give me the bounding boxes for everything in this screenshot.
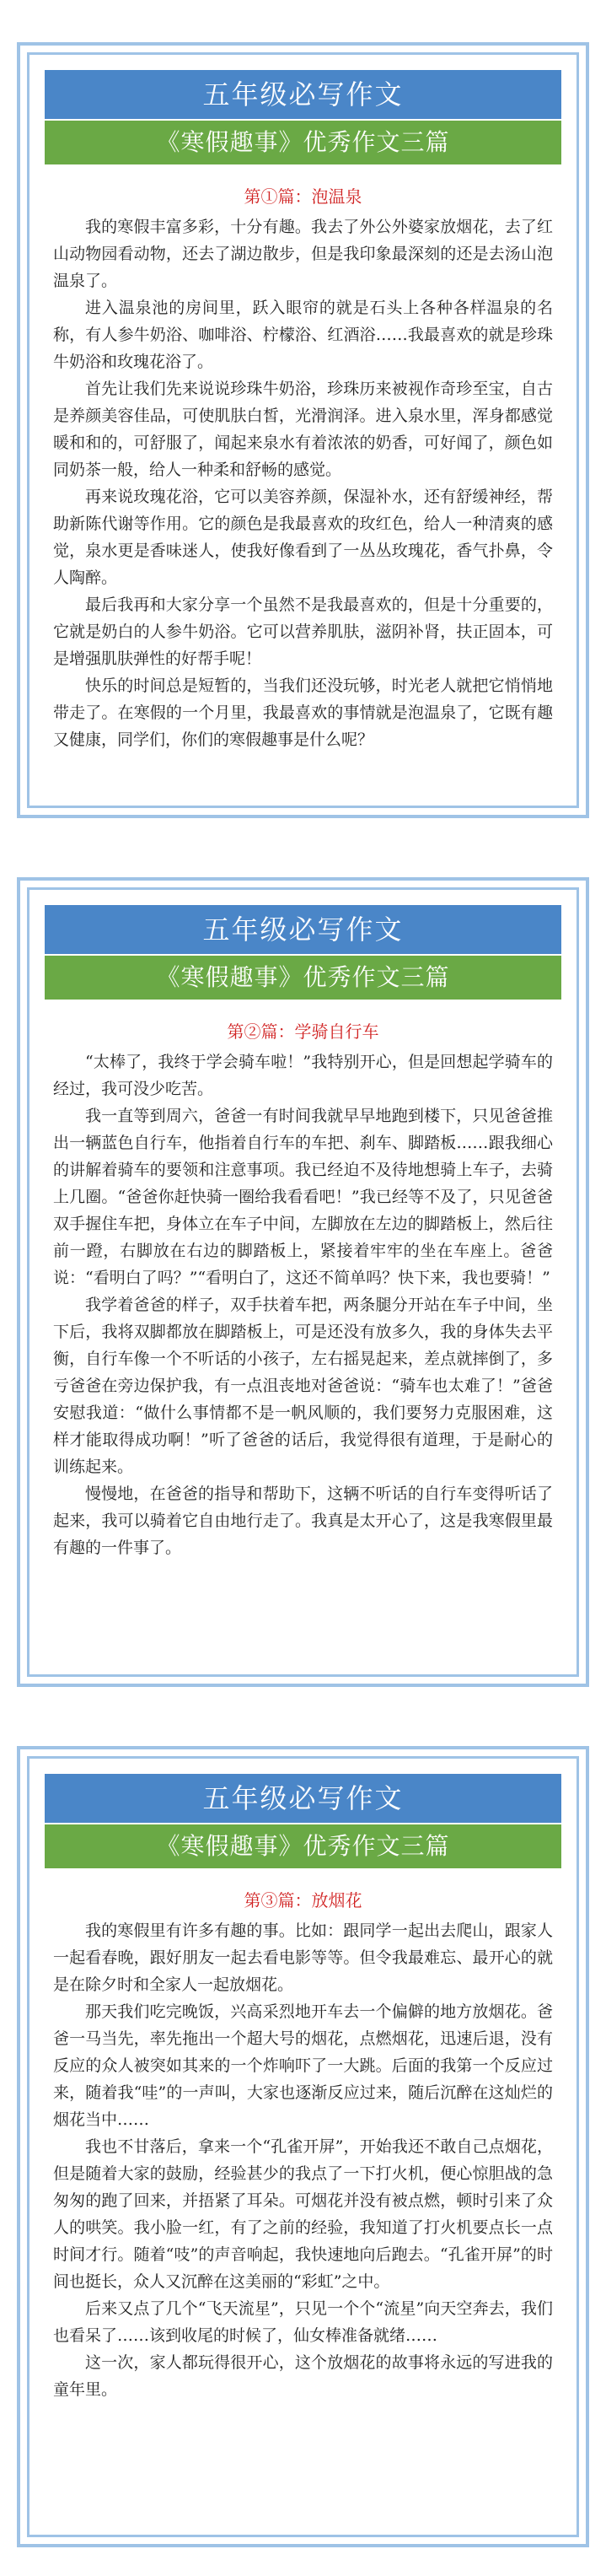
- article-card-3: [17, 1746, 589, 2547]
- card-inner-border: [27, 1756, 579, 2537]
- banner-subheader: 《寒假趣事》优秀作文三篇: [45, 1824, 561, 1868]
- paragraph: 最后我再和大家分享一个虽然不是我最喜欢的，但是十分重要的，它就是奶白的人参牛奶浴。它可以营养肌肤，滋阴补肾，扶正固本，可是增强肌肤弹性的好帮手呢！: [53, 595, 553, 668]
- article-card-1: [17, 42, 589, 818]
- paragraph: 我一直等到周六，爸爸一有时间我就早早地跑到楼下，只见爸爸推出一辆蓝色自行车，他指着自行车的车把、刹车、脚踏板……跟我细心的讲解着骑车的要领和注意事项。我已经迫不及待地想骑上车子，去骑上几圈。“爸爸你赶快骑一圈给我看看吧！”我已经等不及了，只见爸爸双手握住车把，身体立在车子中间，左脚放在左边的脚踏板上，然后往前一蹬，右脚放在右边的脚踏板上，紧接着牢牢的坐在车座上。爸爸说：“看明白了吗？”“看明白了，这还不简单吗？快下来，我也要骑！”: [53, 1107, 553, 1287]
- paragraph: 进入温泉池的房间里，跃入眼帘的就是石头上各种各样温泉的名称，有人参牛奶浴、咖啡浴、柠檬浴、红酒浴……我最喜欢的就是珍珠牛奶浴和玫瑰花浴了。: [53, 299, 553, 371]
- paragraph: 那天我们吃完晚饭，兴高采烈地开车去一个偏僻的地方放烟花。爸爸一马当先，率先拖出一个超大号的烟花，点燃烟花，迅速后退，没有反应的众人被突如其来的一个炸响吓了一大跳。后面的我第一个反应过来，随着我“哇”的一声叫，大家也逐渐反应过来，随后沉醉在这灿烂的烟花当中……: [53, 2002, 553, 2129]
- banner-subheader: 《寒假趣事》优秀作文三篇: [45, 121, 561, 164]
- article-body: [45, 213, 561, 753]
- article-card-2: [17, 877, 589, 1687]
- article-title: 第③篇：放烟花: [244, 1890, 362, 1910]
- paragraph: 我的寒假里有许多有趣的事。比如：跟同学一起出去爬山，跟家人一起看春晚，跟好朋友一起去看电影等等。但令我最难忘、最开心的就是在除夕时和全家人一起放烟花。: [53, 1921, 553, 1994]
- paragraph: 慢慢地，在爸爸的指导和帮助下，这辆不听话的自行车变得听话了起来，我可以骑着它自由地行走了。我真是太开心了，这是我寒假里最有趣的一件事了。: [53, 1485, 553, 1557]
- paragraph: 再来说玫瑰花浴，它可以美容养颜，保湿补水，还有舒缓神经，帮助新陈代谢等作用。它的颜色是我最喜欢的玫红色，给人一种清爽的感觉，泉水更是香味迷人，使我好像看到了一丛丛玫瑰花，香气扑鼻，令人陶醉。: [53, 488, 553, 587]
- article-title: 第①篇：泡温泉: [244, 186, 362, 207]
- paragraph: 这一次，家人都玩得很开心，这个放烟花的故事将永远的写进我的童年里。: [53, 2353, 553, 2399]
- card-inner-border: [27, 52, 579, 808]
- paragraph: 后来又点了几个“飞天流星”，只见一个个“流星”向天空奔去，我们也看呆了……该到收尾的时候了，仙女棒准备就绪……: [53, 2299, 553, 2345]
- banner-header: 五年级必写作文: [45, 1774, 561, 1823]
- paragraph: 首先让我们先来说说珍珠牛奶浴，珍珠历来被视作奇珍至宝，自古是养颜美容佳品，可使肌肤白皙，光滑润泽。进入泉水里，浑身都感觉暖和和的，可舒服了，闻起来泉水有着浓浓的奶香，可好闻了，颜色如同奶茶一般，给人一种柔和舒畅的感觉。: [53, 380, 553, 479]
- article-title: 第②篇：学骑自行车: [227, 1021, 379, 1042]
- banner-header: 五年级必写作文: [45, 70, 561, 119]
- paragraph: 我也不甘落后，拿来一个“孔雀开屏”，开始我还不敢自己点烟花，但是随着大家的鼓励，经验甚少的我点了一下打火机，便心惊胆战的急匆匆的跑了回来，并捂紧了耳朵。可烟花并没有被点燃，顿时引来了众人的哄笑。我小脸一红，有了之前的经验，我知道了打火机要点长一点时间才行。随着“吱”的声音响起，我快速地向后跑去。“孔雀开屏”的时间也挺长，众人又沉醉在这美丽的“彩虹”之中。: [53, 2137, 553, 2291]
- card-inner-border: [27, 887, 579, 1677]
- card-content: [45, 70, 561, 790]
- banner-header: 五年级必写作文: [45, 905, 561, 954]
- article-body: [45, 1917, 561, 2403]
- paragraph: 快乐的时间总是短暂的，当我们还没玩够，时光老人就把它悄悄地带走了。在寒假的一个月里，我最喜欢的事情就是泡温泉了，它既有趣又健康，同学们，你们的寒假趣事是什么呢？: [53, 676, 553, 749]
- card-content: [45, 905, 561, 1659]
- card-content: [45, 1774, 561, 2519]
- article-body: [45, 1048, 561, 1561]
- paragraph: 我的寒假丰富多彩，十分有趣。我去了外公外婆家放烟花，去了红山动物园看动物，还去了湖边散步，但是我印象最深刻的还是去汤山泡温泉了。: [53, 218, 553, 290]
- banner-subheader: 《寒假趣事》优秀作文三篇: [45, 956, 561, 1000]
- paragraph: “太棒了，我终于学会骑车啦！”我特别开心，但是回想起学骑车的经过，我可没少吃苦。: [53, 1053, 553, 1098]
- paragraph: 我学着爸爸的样子，双手扶着车把，两条腿分开站在车子中间，坐下后，我将双脚都放在脚踏板上，可是还没有放多久，我的身体失去平衡，自行车像一个不听话的小孩子，左右摇晃起来，差点就摔倒了，多亏爸爸在旁边保护我，有一点沮丧地对爸爸说：“骑车也太难了！”爸爸安慰我道：“做什么事情都不是一帆风顺的，我们要努力克服困难，这样才能取得成功啊！”听了爸爸的话后，我觉得很有道理，于是耐心的训练起来。: [53, 1296, 553, 1476]
